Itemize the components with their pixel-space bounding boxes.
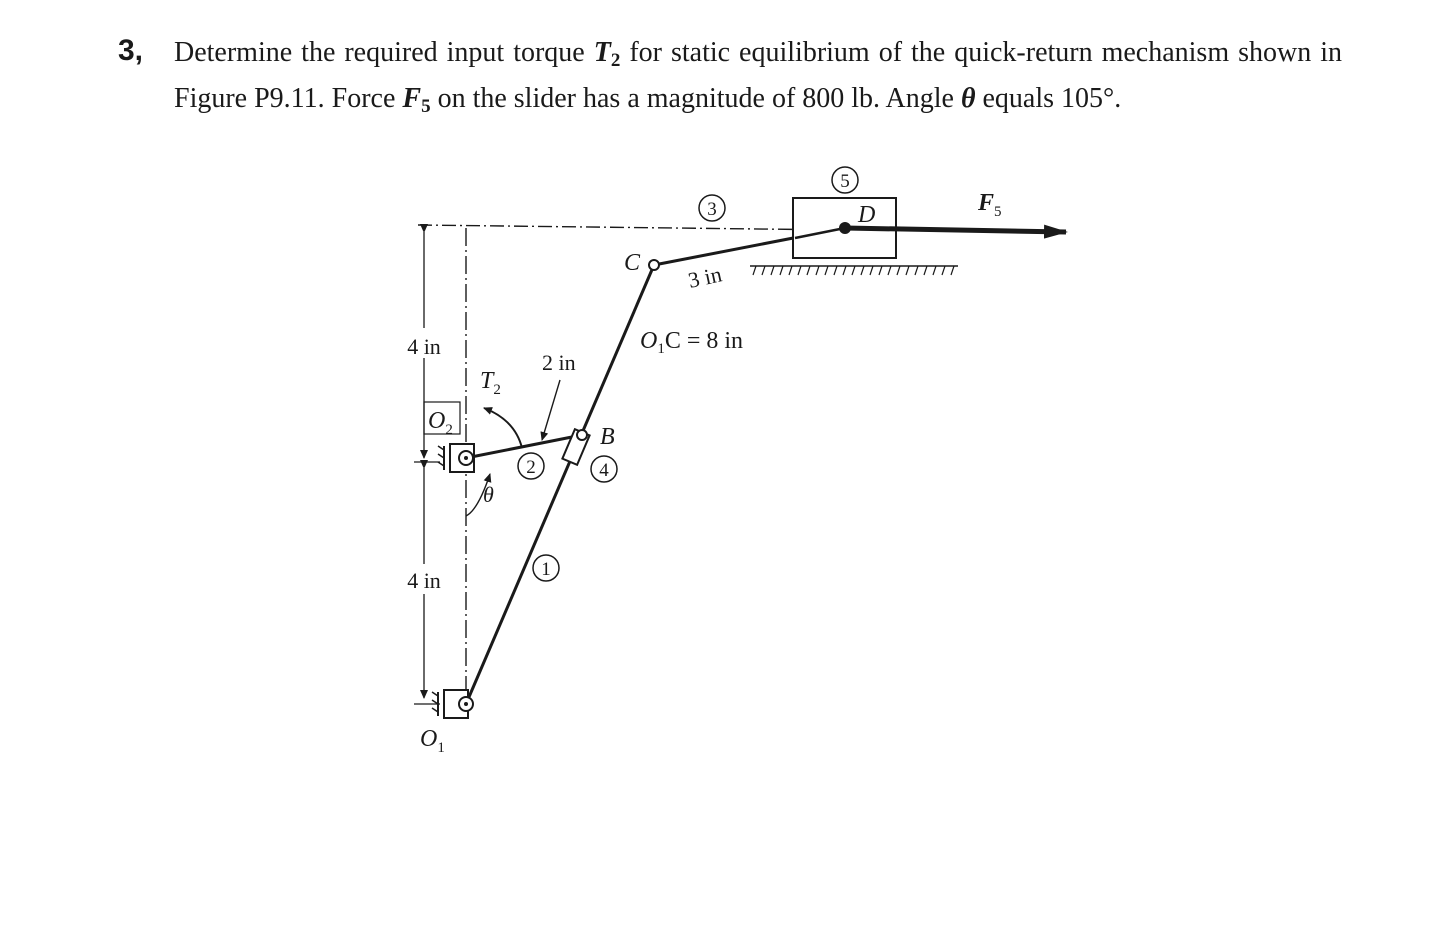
link-number-4 xyxy=(591,456,617,482)
rocker-length-sub: 1 xyxy=(657,341,665,357)
link-number-2 xyxy=(518,453,544,479)
crank-length-leader xyxy=(542,380,560,440)
link-number-1 xyxy=(533,555,559,581)
torque-label-letter: T xyxy=(480,368,494,394)
link-number-4-text: 4 xyxy=(599,460,609,481)
link-number-2-text: 2 xyxy=(526,457,536,478)
ground-o2-letter: O xyxy=(428,408,446,434)
ground-o1-letter: O xyxy=(420,726,438,752)
point-b-label: B xyxy=(600,424,615,450)
force-symbol-subscript: 5 xyxy=(421,96,431,117)
problem-number: 3, xyxy=(118,34,144,67)
angle-symbol: θ xyxy=(960,83,976,114)
text-prefix: Determine the required input torque xyxy=(174,37,594,68)
pin-c xyxy=(649,260,659,270)
force-symbol-letter: F xyxy=(402,83,422,114)
dimension-upper-label: 4 in xyxy=(407,334,441,359)
dimension-lower-label: 4 in xyxy=(407,568,441,593)
torque-label-sub: 2 xyxy=(493,382,501,398)
theta-label: θ xyxy=(483,482,494,507)
text-suffix: equals 105°. xyxy=(975,83,1122,114)
point-d-label: D xyxy=(858,202,876,228)
force-f5-label xyxy=(977,190,1002,220)
ground-pivot-o2 xyxy=(438,444,474,472)
slider-centerline xyxy=(418,225,845,230)
force-f5-letter: F xyxy=(978,190,995,216)
ground-o2-sub: 2 xyxy=(445,422,453,438)
crank-length-label: 2 in xyxy=(542,350,576,375)
link-number-5-text: 5 xyxy=(840,171,850,192)
ground-hatch xyxy=(753,266,954,275)
rocker-length-rest: C = 8 in xyxy=(664,328,744,354)
point-c-label: C xyxy=(624,250,641,276)
torque-t2-arrow xyxy=(484,408,522,448)
rocker-length-label xyxy=(640,328,743,357)
link-number-3 xyxy=(699,195,725,221)
ground-pivot-o1 xyxy=(432,690,473,718)
text-middle-2: on the slider has a magnitude of 800 lb. Angle xyxy=(430,83,961,114)
torque-symbol-subscript: 2 xyxy=(610,50,621,71)
pin-d xyxy=(839,222,851,234)
link-number-5 xyxy=(832,167,858,193)
text-middle-1: for static equilibrium of the quick-return mechanism shown in Figure P9.11. Force xyxy=(174,37,1342,114)
pin-b xyxy=(577,430,587,440)
link-1-rocker xyxy=(466,265,654,704)
ground-o1-label xyxy=(420,726,445,756)
ground-o1-sub: 1 xyxy=(437,740,445,756)
rocker-length-o: O xyxy=(640,328,658,354)
coupler-length-label: 3 in xyxy=(685,261,724,293)
torque-label xyxy=(480,368,501,398)
torque-symbol-letter: T xyxy=(593,37,611,68)
link-number-3-text: 3 xyxy=(707,199,717,220)
force-f5-sub: 5 xyxy=(994,204,1002,220)
link-number-1-text: 1 xyxy=(541,559,551,580)
